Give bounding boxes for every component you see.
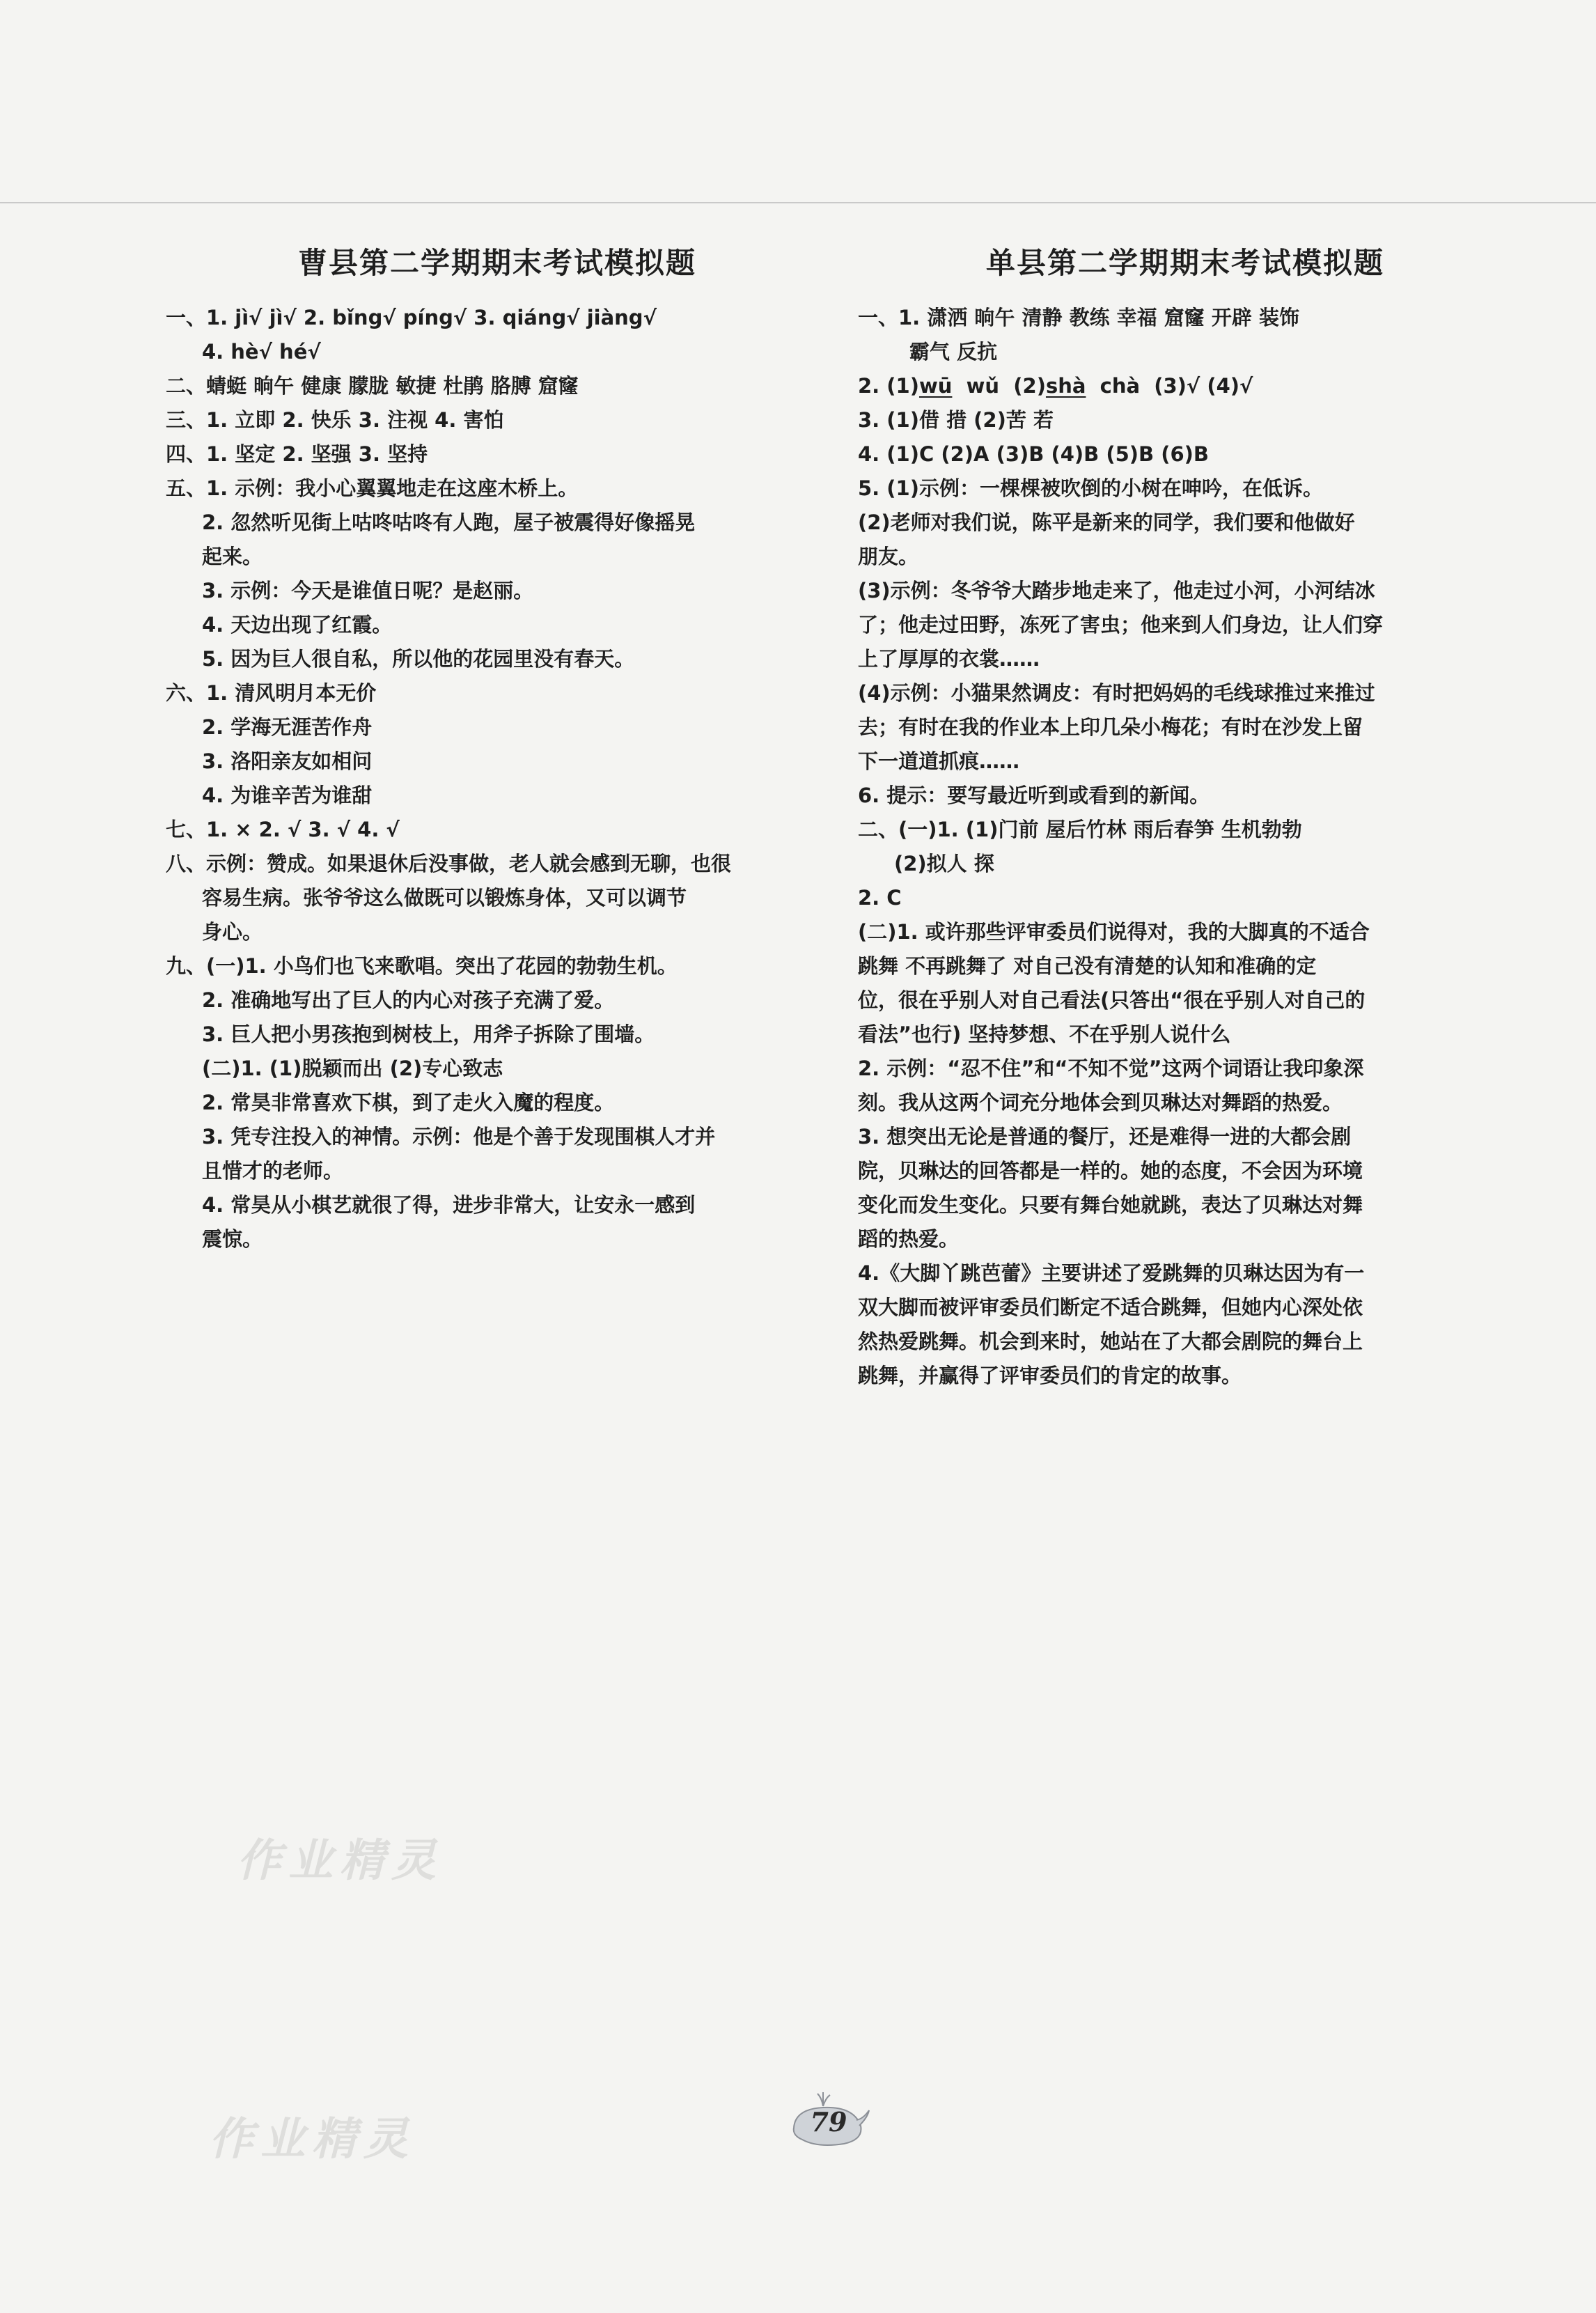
answer-line: 身心。 bbox=[202, 920, 263, 944]
left-column bbox=[166, 244, 829, 1256]
answer-line: 五、1. 示例：我小心翼翼地走在这座木桥上。 bbox=[166, 476, 579, 500]
watermark: 作业精灵 bbox=[209, 2113, 415, 2165]
answer-line: 上了厚厚的衣裳…… bbox=[858, 647, 1040, 671]
answer-line: 一、1. jì√ jì√ 2. bǐng√ píng√ 3. qiáng√ jiàng√ bbox=[166, 306, 657, 329]
answer-line: 刻。我从这两个词充分地体会到贝琳达对舞蹈的热爱。 bbox=[858, 1091, 1343, 1114]
answer-line: 3. (1)借 措 (2)苦 若 bbox=[858, 408, 1054, 432]
pinyin-plain: wǔ bbox=[966, 374, 1000, 398]
answer-line: 容易生病。张爷爷这么做既可以锻炼身体，又可以调节 bbox=[202, 886, 687, 910]
answer-line: 霸气 反抗 bbox=[909, 340, 998, 364]
answer-line: 3. 示例：今天是谁值日呢？是赵丽。 bbox=[202, 579, 534, 602]
answer-line: 4. (1)C (2)A (3)B (4)B (5)B (6)B bbox=[858, 442, 1210, 466]
pinyin-underlined: shà bbox=[1045, 374, 1086, 398]
answer-line: 震惊。 bbox=[202, 1227, 263, 1251]
pinyin-checks: (3)√ (4)√ bbox=[1154, 374, 1253, 398]
answer-line: 三、1. 立即 2. 快乐 3. 注视 4. 害怕 bbox=[166, 408, 504, 432]
left-column-title: 曹县第二学期期末考试模拟题 bbox=[297, 246, 696, 280]
answer-line: 3. 凭专注投入的神情。示例：他是个善于发现围棋人才并 bbox=[202, 1125, 716, 1148]
answer-line: 2. C bbox=[858, 886, 902, 910]
answer-line: (3)示例：冬爷爷大踏步地走来了，他走过小河，小河结冰 bbox=[858, 579, 1375, 602]
answer-line: 四、1. 坚定 2. 坚强 3. 坚持 bbox=[166, 442, 428, 466]
answer-line: 4. 常昊从小棋艺就很了得，进步非常大，让安永一感到 bbox=[202, 1193, 696, 1217]
answer-line: 院，贝琳达的回答都是一样的。她的态度，不会因为环境 bbox=[858, 1159, 1363, 1183]
answer-line: 去；有时在我的作业本上印几朵小梅花；有时在沙发上留 bbox=[858, 715, 1363, 739]
answer-line: 跳舞，并赢得了评审委员们的肯定的故事。 bbox=[858, 1364, 1242, 1387]
answer-line: 双大脚而被评审委员们断定不适合跳舞，但她内心深处依 bbox=[858, 1295, 1363, 1319]
answer-line: 4. 为谁辛苦为谁甜 bbox=[202, 784, 373, 807]
answer-line: 3. 想突出无论是普通的餐厅，还是难得一进的大都会剧 bbox=[858, 1125, 1352, 1148]
answer-line: 九、(一)1. 小鸟们也飞来歌唱。突出了花园的勃勃生机。 bbox=[166, 954, 678, 978]
pinyin-plain: chà bbox=[1100, 374, 1141, 398]
answer-line: 看法”也行) 坚持梦想、不在乎别人说什么 bbox=[858, 1022, 1231, 1046]
answer-line: 了；他走过田野，冻死了害虫；他来到人们身边，让人们穿 bbox=[858, 613, 1384, 637]
answer-line: 位，很在乎别人对自己看法(只答出“很在乎别人对自己的 bbox=[858, 988, 1366, 1012]
answer-line: 3. 巨人把小男孩抱到树枝上，用斧子拆除了围墙。 bbox=[202, 1022, 655, 1046]
answer-line: 蹈的热爱。 bbox=[858, 1227, 960, 1251]
answer-line: 跳舞 不再跳舞了 对自己没有清楚的认知和准确的定 bbox=[858, 954, 1317, 978]
pinyin-underlined: wū bbox=[918, 374, 953, 398]
pinyin-answer-line bbox=[858, 369, 1512, 403]
page-number: 79 bbox=[810, 2106, 847, 2137]
page-number-badge bbox=[787, 2089, 870, 2152]
answer-line: 六、1. 清风明月本无价 bbox=[166, 681, 377, 705]
answer-line: 然热爱跳舞。机会到来时，她站在了大都会剧院的舞台上 bbox=[858, 1330, 1363, 1353]
answer-line: 2. 准确地写出了巨人的内心对孩子充满了爱。 bbox=[202, 988, 615, 1012]
answer-line: 下一道道抓痕…… bbox=[858, 749, 1020, 773]
answer-line: 2. 常昊非常喜欢下棋，到了走火入魔的程度。 bbox=[202, 1091, 615, 1114]
answer-line: 且惜才的老师。 bbox=[202, 1159, 344, 1183]
answer-line: (2)老师对我们说，陈平是新来的同学，我们要和他做好 bbox=[858, 511, 1355, 534]
answer-line: (4)示例：小猫果然调皮：有时把妈妈的毛线球推过来推过 bbox=[858, 681, 1375, 705]
answer-line: 2. 学海无涯苦作舟 bbox=[202, 715, 373, 739]
answer-line: 七、1. × 2. √ 3. √ 4. √ bbox=[166, 818, 400, 841]
answer-line: 5. (1)示例：一棵棵被吹倒的小树在呻吟，在低诉。 bbox=[858, 476, 1323, 500]
answer-line: 八、示例：赞成。如果退休后没事做，老人就会感到无聊，也很 bbox=[166, 852, 732, 875]
answer-line: 4. 天边出现了红霞。 bbox=[202, 613, 393, 637]
answer-line: (2)拟人 探 bbox=[894, 852, 994, 875]
answer-line: 二、(一)1. (1)门前 屋后竹林 雨后春笋 生机勃勃 bbox=[858, 818, 1302, 841]
answer-line: 6. 提示：要写最近听到或看到的新闻。 bbox=[858, 784, 1210, 807]
pinyin-label: (2) bbox=[1013, 374, 1046, 398]
answer-line: (二)1. 或许那些评审委员们说得对，我的大脚真的不适合 bbox=[858, 920, 1370, 944]
page-top-rule bbox=[0, 202, 1596, 203]
answer-line: 5. 因为巨人很自私，所以他的花园里没有春天。 bbox=[202, 647, 635, 671]
answer-line: 2. 示例：“忍不住”和“不知不觉”这两个词语让我印象深 bbox=[858, 1057, 1364, 1080]
pinyin-prefix: 2. (1) bbox=[858, 374, 919, 398]
answer-line: 变化而发生变化。只要有舞台她就跳，表达了贝琳达对舞 bbox=[858, 1193, 1363, 1217]
answer-line: (二)1. (1)脱颖而出 (2)专心致志 bbox=[202, 1057, 503, 1080]
answer-line: 4.《大脚丫跳芭蕾》主要讲述了爱跳舞的贝琳达因为有一 bbox=[858, 1261, 1365, 1285]
right-column-title: 单县第二学期期末考试模拟题 bbox=[985, 246, 1384, 280]
answer-line: 2. 忽然听见街上咕咚咕咚有人跑，屋子被震得好像摇晃 bbox=[202, 511, 696, 534]
answer-line: 朋友。 bbox=[858, 545, 919, 568]
answer-line: 二、蜻蜓 晌午 健康 朦胧 敏捷 杜鹃 胳膊 窟窿 bbox=[166, 374, 579, 398]
answer-line: 起来。 bbox=[202, 545, 263, 568]
right-column bbox=[858, 244, 1512, 1393]
watermark: 作业精灵 bbox=[237, 1835, 443, 1887]
answer-line: 4. hè√ hé√ bbox=[202, 340, 321, 364]
answer-line: 一、1. 潇洒 晌午 清静 教练 幸福 窟窿 开辟 装饰 bbox=[858, 306, 1299, 329]
answer-line: 3. 洛阳亲友如相问 bbox=[202, 749, 373, 773]
